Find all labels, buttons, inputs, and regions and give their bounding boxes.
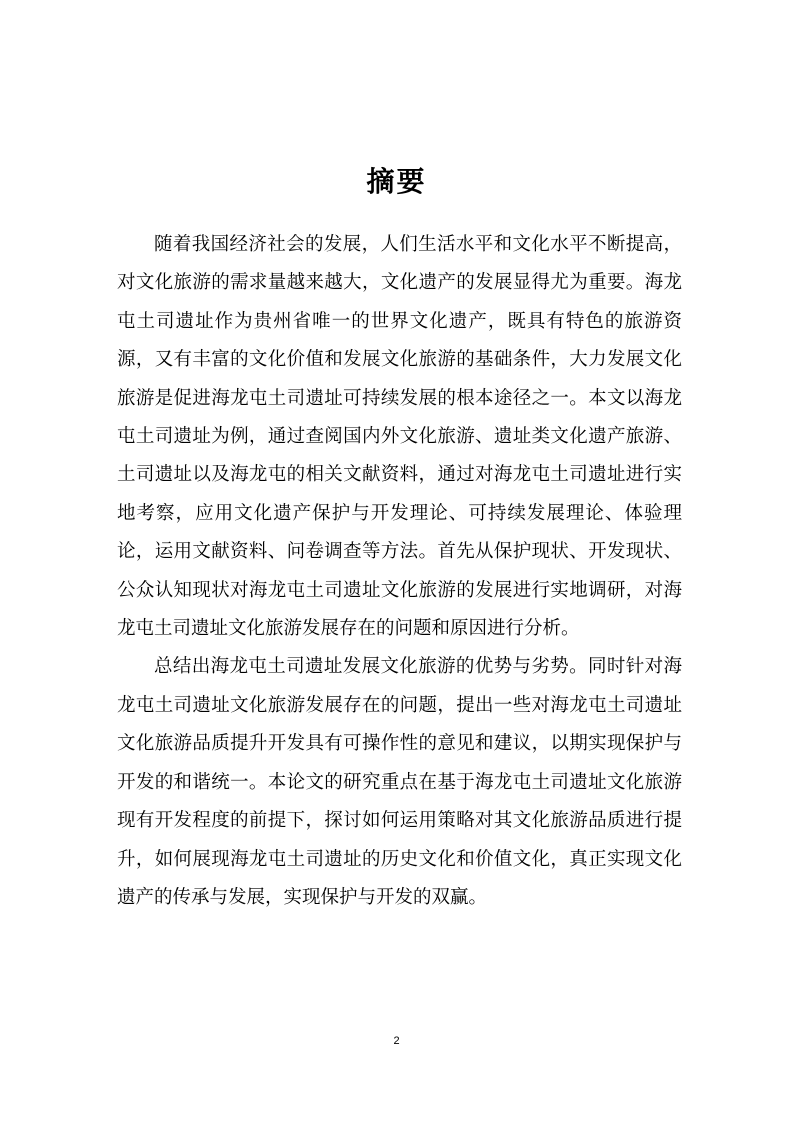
page-title: 摘要	[366, 165, 427, 198]
abstract-paragraph-1: 随着我国经济社会的发展，人们生活水平和文化水平不断提高，对文化旅游的需求量越来越大，文化遗产的发展显得尤为重要。海龙屯土司遗址作为贵州省唯一的世界文化遗产，既具有特色的旅游资源，又有丰富的文化价值和发展文化旅游的基础条件，大力发展文化旅游是促进海龙屯土司遗址可持续发展的根本途径之一。本文以海龙屯土司遗址为例，通过查阅国内外文化旅游、遗址类文化遗产旅游、土司遗址以及海龙屯的相关文献资料，通过对海龙屯土司遗址进行实地考察，应用文化遗产保护与开发理论、可持续发展理论、体验理论，运用文献资料、问卷调查等方法。首先从保护现状、开发现状、公众认知现状对海龙屯土司遗址文化旅游的发展进行实地调研，对海龙屯土司遗址文化旅游发展存在的问题和原因进行分析。	[117, 234, 682, 640]
abstract-body	[117, 226, 682, 917]
abstract-paragraph-2: 总结出海龙屯土司遗址发展文化旅游的优势与劣势。同时针对海龙屯土司遗址文化旅游发展存在的问题，提出一些对海龙屯土司遗址文化旅游品质提升开发具有可操作性的意见和建议，以期实现保护与开发的和谐统一。本论文的研究重点在基于海龙屯土司遗址文化旅游现有开发程度的前提下，探讨如何运用策略对其文化旅游品质进行提升，如何展现海龙屯土司遗址的历史文化和价值文化，真正实现文化遗产的传承与发展，实现保护与开发的双赢。	[117, 656, 682, 908]
page-number: 2	[393, 1035, 400, 1047]
